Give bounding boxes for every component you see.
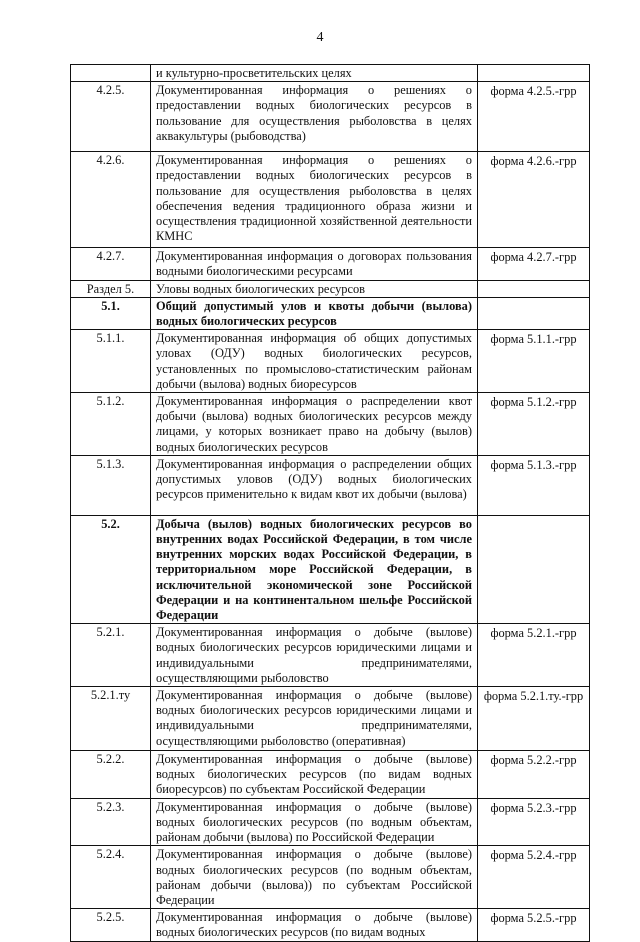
table-row bbox=[71, 330, 590, 393]
row-number: 5.1.3. bbox=[71, 455, 151, 515]
row-form-code: форма 5.2.1.ту.-грр bbox=[478, 687, 590, 751]
document-table bbox=[70, 64, 590, 942]
row-form-code bbox=[478, 65, 590, 82]
table-row bbox=[71, 751, 590, 799]
row-number: 4.2.6. bbox=[71, 152, 151, 248]
table-row bbox=[71, 393, 590, 456]
table-row bbox=[71, 248, 590, 280]
row-description: Документированная информация о решениях о предоставлении водных биологических ресурсов в пользование для осуществления рыболовства в целях обеспечения ведения традиционного образа жизни и осуществления традиционной хозяйственной деятельности КМНС bbox=[151, 152, 478, 248]
row-form-code: форма 5.1.3.-грр bbox=[478, 455, 590, 515]
row-number: 5.2.1. bbox=[71, 624, 151, 687]
row-form-code bbox=[478, 515, 590, 623]
row-number bbox=[71, 65, 151, 82]
row-description: Документированная информация о распределении общих допустимых уловов (ОДУ) водных биологических ресурсов применительно к видам квот их добычи (вылова) bbox=[151, 455, 478, 515]
row-number: 4.2.7. bbox=[71, 248, 151, 280]
row-form-code: форма 5.1.1.-грр bbox=[478, 330, 590, 393]
row-form-code: форма 4.2.5.-грр bbox=[478, 82, 590, 152]
row-description: и культурно-просветительских целях bbox=[151, 65, 478, 82]
row-form-code: форма 5.2.1.-грр bbox=[478, 624, 590, 687]
row-description: Документированная информация о добыче (вылове) водных биологических ресурсов юридическими лицами и индивидуальными предпринимателями, осуществляющими рыболовство bbox=[151, 624, 478, 687]
page-number: 4 bbox=[316, 30, 324, 45]
row-description: Документированная информация о добыче (вылове) водных биологических ресурсов (по видам водных биоресурсов) по субъектам Российской Федерации bbox=[151, 751, 478, 799]
row-form-code: форма 5.2.2.-грр bbox=[478, 751, 590, 799]
row-description: Документированная информация о распределении квот добычи (вылова) водных биологических ресурсов между лицами, у которых возникает право на добычу (вылов) водных биологических ресурсов bbox=[151, 393, 478, 456]
row-description: Документированная информация о решениях о предоставлении водных биологических ресурсов в пользование для осуществления рыболовства в целях аквакультуры (рыбоводства) bbox=[151, 82, 478, 152]
table-row bbox=[71, 624, 590, 687]
row-number: 5.2. bbox=[71, 515, 151, 623]
table-row bbox=[71, 909, 590, 942]
table-row bbox=[71, 152, 590, 248]
table-row bbox=[71, 65, 590, 82]
table-row bbox=[71, 798, 590, 846]
row-number: Раздел 5. bbox=[71, 280, 151, 297]
row-number: 4.2.5. bbox=[71, 82, 151, 152]
row-number: 5.2.3. bbox=[71, 798, 151, 846]
table-row bbox=[71, 515, 590, 623]
row-description: Документированная информация о добыче (вылове) водных биологических ресурсов (по водным объектам, районам добычи (вылова)) по субъектам Российской Федерации bbox=[151, 846, 478, 909]
table-row bbox=[71, 455, 590, 515]
row-form-code bbox=[478, 280, 590, 297]
row-form-code: форма 5.2.5.-грр bbox=[478, 909, 590, 942]
row-number: 5.2.1.ту bbox=[71, 687, 151, 751]
row-description: Уловы водных биологических ресурсов bbox=[151, 280, 478, 297]
row-form-code: форма 4.2.7.-грр bbox=[478, 248, 590, 280]
table-row bbox=[71, 280, 590, 297]
row-number: 5.1.2. bbox=[71, 393, 151, 456]
row-description: Документированная информация о добыче (вылове) водных биологических ресурсов (по водным объектам, районам добычи (вылова) по Российской Федерации bbox=[151, 798, 478, 846]
row-description: Документированная информация о добыче (вылове) водных биологических ресурсов (по видам водных bbox=[151, 909, 478, 942]
row-number: 5.1. bbox=[71, 297, 151, 329]
row-description: Документированная информация о добыче (вылове) водных биологических ресурсов юридическими лицами и индивидуальными предпринимателями, осуществляющими рыболовство (оперативная) bbox=[151, 687, 478, 751]
row-description: Добыча (вылов) водных биологических ресурсов во внутренних водах Российской Федерации, в том числе внутренних морских водах Российской Федерации, в территориальном море Российской Федерации, в исключительной экономической зоне Российской Федерации и на континентальном шельфе Российской Федерации bbox=[151, 515, 478, 623]
row-form-code: форма 5.1.2.-грр bbox=[478, 393, 590, 456]
row-form-code: форма 5.2.4.-грр bbox=[478, 846, 590, 909]
row-number: 5.1.1. bbox=[71, 330, 151, 393]
table-row bbox=[71, 82, 590, 152]
row-form-code bbox=[478, 297, 590, 329]
row-number: 5.2.4. bbox=[71, 846, 151, 909]
table-row bbox=[71, 297, 590, 329]
table-row bbox=[71, 846, 590, 909]
row-form-code: форма 5.2.3.-грр bbox=[478, 798, 590, 846]
row-description: Общий допустимый улов и квоты добычи (вылова) водных биологических ресурсов bbox=[151, 297, 478, 329]
row-number: 5.2.2. bbox=[71, 751, 151, 799]
table-row bbox=[71, 687, 590, 751]
row-form-code: форма 4.2.6.-грр bbox=[478, 152, 590, 248]
row-description: Документированная информация об общих допустимых уловах (ОДУ) водных биологических ресурсов, установленных по промыслово-статистическим районам добычи (вылова) водных биоресурсов bbox=[151, 330, 478, 393]
row-description: Документированная информация о договорах пользования водными биологическими ресурсами bbox=[151, 248, 478, 280]
row-number: 5.2.5. bbox=[71, 909, 151, 942]
